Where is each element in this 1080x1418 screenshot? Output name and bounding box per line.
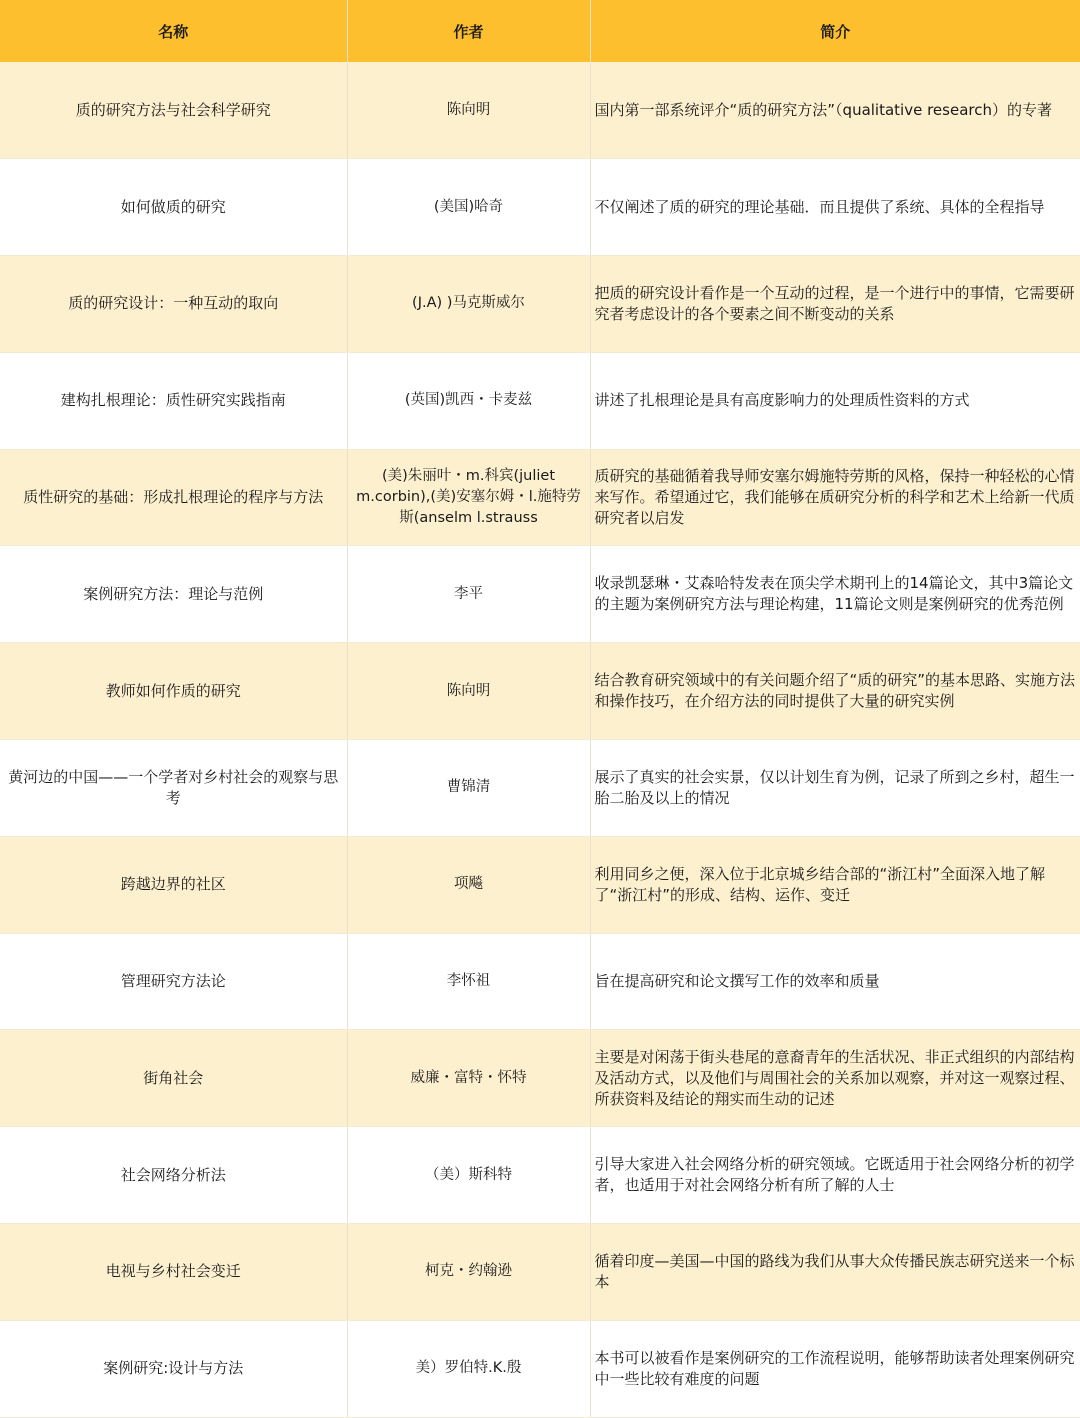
book-author-cell: 曹锦清 bbox=[347, 740, 590, 837]
header-name: 名称 bbox=[0, 0, 347, 62]
book-intro-cell: 引导大家进入社会网络分析的研究领域。它既适用于社会网络分析的初学者，也适用于对社会网络分析有所了解的人士 bbox=[590, 1127, 1080, 1224]
table-row bbox=[0, 740, 1080, 837]
table-row bbox=[0, 449, 1080, 546]
book-intro-cell: 本书可以被看作是案例研究的工作流程说明，能够帮助读者处理案例研究中一些比较有难度的问题 bbox=[590, 1320, 1080, 1417]
header-intro: 简介 bbox=[590, 0, 1080, 62]
table-row bbox=[0, 933, 1080, 1030]
table-row bbox=[0, 643, 1080, 740]
book-name-cell: 街角社会 bbox=[0, 1030, 347, 1127]
book-name-cell: 如何做质的研究 bbox=[0, 159, 347, 256]
table-row bbox=[0, 1224, 1080, 1321]
book-author-cell: 美）罗伯特.K.殷 bbox=[347, 1320, 590, 1417]
book-author-cell: 项飚 bbox=[347, 836, 590, 933]
book-intro-cell: 质研究的基础循着我导师安塞尔姆施特劳斯的风格，保持一种轻松的心情来写作。希望通过它，我们能够在质研究分析的科学和艺术上给新一代质研究者以启发 bbox=[590, 449, 1080, 546]
table-row bbox=[0, 62, 1080, 159]
book-author-cell: (英国)凯西・卡麦兹 bbox=[347, 352, 590, 449]
book-name-cell: 管理研究方法论 bbox=[0, 933, 347, 1030]
book-name-cell: 建构扎根理论：质性研究实践指南 bbox=[0, 352, 347, 449]
book-author-cell: (美国)哈奇 bbox=[347, 159, 590, 256]
table-row bbox=[0, 1320, 1080, 1417]
table-row bbox=[0, 1030, 1080, 1127]
table-row bbox=[0, 546, 1080, 643]
book-name-cell: 质性研究的基础：形成扎根理论的程序与方法 bbox=[0, 449, 347, 546]
table-row bbox=[0, 352, 1080, 449]
book-name-cell: 质的研究设计：一种互动的取向 bbox=[0, 256, 347, 353]
book-intro-cell: 利用同乡之便，深入位于北京城乡结合部的“浙江村”全面深入地了解了“浙江村”的形成、结构、运作、变迁 bbox=[590, 836, 1080, 933]
table-header bbox=[0, 0, 1080, 62]
book-intro-cell: 把质的研究设计看作是一个互动的过程，是一个进行中的事情，它需要研究者考虑设计的各个要素之间不断变动的关系 bbox=[590, 256, 1080, 353]
book-name-cell: 社会网络分析法 bbox=[0, 1127, 347, 1224]
book-intro-cell: 国内第一部系统评介“质的研究方法”（qualitative research）的专著 bbox=[590, 62, 1080, 159]
book-name-cell: 跨越边界的社区 bbox=[0, 836, 347, 933]
table-row bbox=[0, 836, 1080, 933]
book-intro-cell: 旨在提高研究和论文撰写工作的效率和质量 bbox=[590, 933, 1080, 1030]
book-intro-cell: 讲述了扎根理论是具有高度影响力的处理质性资料的方式 bbox=[590, 352, 1080, 449]
book-intro-cell: 结合教育研究领域中的有关问题介绍了“质的研究”的基本思路、实施方法和操作技巧，在介绍方法的同时提供了大量的研究实例 bbox=[590, 643, 1080, 740]
book-intro-cell: 收录凯瑟琳・艾森哈特发表在顶尖学术期刊上的14篇论文，其中3篇论文的主题为案例研究方法与理论构建，11篇论文则是案例研究的优秀范例 bbox=[590, 546, 1080, 643]
book-author-cell: 李平 bbox=[347, 546, 590, 643]
book-author-cell: 陈向明 bbox=[347, 62, 590, 159]
book-intro-cell: 主要是对闲荡于街头巷尾的意裔青年的生活状况、非正式组织的内部结构及活动方式，以及他们与周围社会的关系加以观察，并对这一观察过程、所获资料及结论的翔实而生动的记述 bbox=[590, 1030, 1080, 1127]
book-intro-cell: 循着印度—美国—中国的路线为我们从事大众传播民族志研究送来一个标本 bbox=[590, 1224, 1080, 1321]
book-name-cell: 教师如何作质的研究 bbox=[0, 643, 347, 740]
book-author-cell: (美)朱丽叶・m.科宾(juliet m.corbin),(美)安塞尔姆・l.施特劳斯(anselm l.strauss bbox=[347, 449, 590, 546]
book-name-cell: 电视与乡村社会变迁 bbox=[0, 1224, 347, 1321]
book-author-cell: （美）斯科特 bbox=[347, 1127, 590, 1224]
book-name-cell: 质的研究方法与社会科学研究 bbox=[0, 62, 347, 159]
table-body bbox=[0, 62, 1080, 1417]
book-author-cell: 陈向明 bbox=[347, 643, 590, 740]
book-author-cell: 威廉・富特・怀特 bbox=[347, 1030, 590, 1127]
book-author-cell: 柯克・约翰逊 bbox=[347, 1224, 590, 1321]
table-row bbox=[0, 159, 1080, 256]
book-name-cell: 案例研究方法：理论与范例 bbox=[0, 546, 347, 643]
header-row bbox=[0, 0, 1080, 62]
book-author-cell: (J.A) )马克斯威尔 bbox=[347, 256, 590, 353]
book-name-cell: 案例研究:设计与方法 bbox=[0, 1320, 347, 1417]
table-row bbox=[0, 1127, 1080, 1224]
table-row bbox=[0, 256, 1080, 353]
book-intro-cell: 不仅阐述了质的研究的理论基础．而且提供了系统、具体的全程指导 bbox=[590, 159, 1080, 256]
header-author: 作者 bbox=[347, 0, 590, 62]
book-intro-cell: 展示了真实的社会实景，仅以计划生育为例，记录了所到之乡村，超生一胎二胎及以上的情况 bbox=[590, 740, 1080, 837]
book-name-cell: 黄河边的中国——一个学者对乡村社会的观察与思考 bbox=[0, 740, 347, 837]
book-author-cell: 李怀祖 bbox=[347, 933, 590, 1030]
